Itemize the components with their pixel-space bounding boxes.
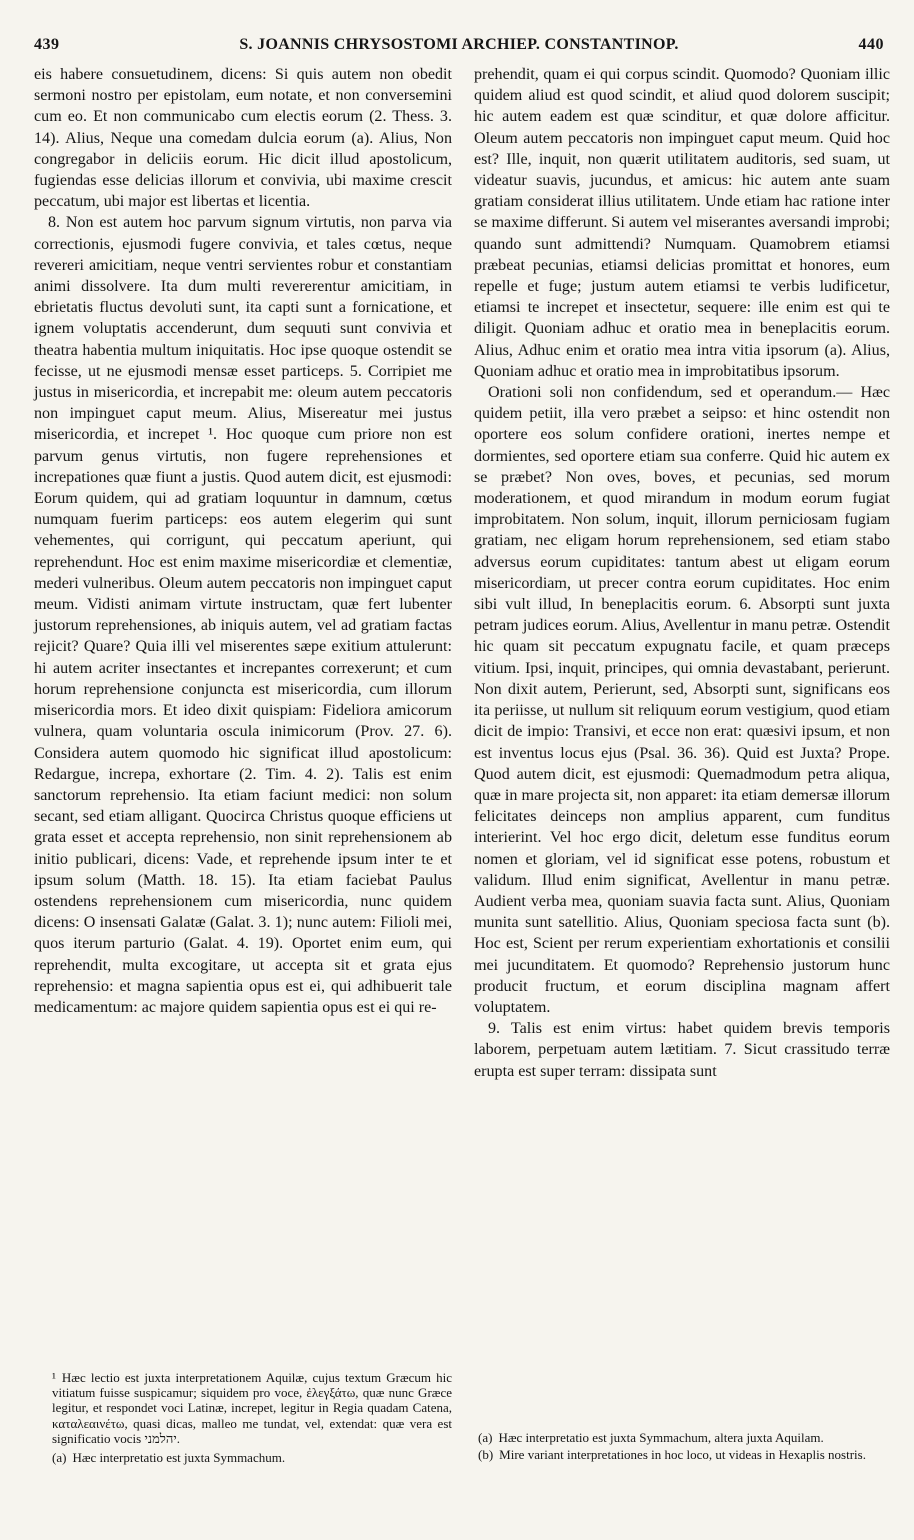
running-header: [34, 36, 884, 54]
footnote-marker: ¹: [52, 1370, 56, 1385]
page-number-right: 440: [858, 36, 884, 53]
page-number-left: 439: [34, 36, 60, 53]
paragraph-oratio: Orationi soli non confidendum, sed et operandum.— Hæc quidem petiit, illa vero præbet a seipso: et hinc ostendit non oportere eos solum confidere orationi, inertes nempe et dormientes, sed oportere etiam sua conferre. Quid hic autem ex se præbet? Non oves, boves, et pecunias, sed morum moderationem, et quod mirandum in modum eorum fugiat improbitatem. Non solum, inquit, illorum perniciosam fugiam gratiam, nec eligam horum reprehensionem, sed etiam stabo adversus eorum cupiditates: tantum abest ut eligam eorum misericordiam, ut precer contra eorum cupiditates. Hoc enim sibi vult illud, In beneplacitis eorum. 6. Absorpti sunt juxta petram judices eorum. Alius, Avellentur in manu petræ. Ostendit hic quam sit peccatum expugnatu facile, et quam præceps vitium. Ipsi, inquit, principes, qui omnia devastabant, perierunt. Non dixit autem, Perierunt, sed, Absorpti sunt, significans eos ita periisse, ut nullum sit reliquum eorum vestigium, quod etiam dicit de impio: Transivi, et ecce non erat: quæsivi ipsum, et non est inventus locus ejus (Psal. 36. 36). Quid est Juxta? Prope. Quod autem dicit, est ejusmodi: Quemadmodum petra aliqua, quæ in mare projecta sit, non apparet: ita etiam demersæ illorum felicitates deinceps non amplius apparent, cum funditus interierint. Vel hoc ergo dicit, deletum esse funditus eorum nomen et gloriam, vel id significat esse potens, robustum et validum. Illud enim significat, Avellentur in manu petræ. Audient verba mea, quoniam suavia facta sunt. Alius, Quoniam munita sunt satellitio. Alius, Quoniam speciosa facta sunt (b). Hoc est, Scient per rerum experientiam exhortationis et consilii mei jucunditatem. Et quomodo? Reprehensio justorum hunc producit fructum, et eorum disciplina magnam affert voluptatem.: [474, 384, 890, 1016]
paragraph-continuation-right: prehendit, quam ei qui corpus scindit. Quomodo? Quoniam illic quidem aliud est quod scindit, et aliud quod dolorem suscipit; hic autem eadem est quæ scinditur, et quæ dolore afficitur. Oleum autem peccatoris non impinguet caput meum. Quid hoc est? Ille, inquit, non quærit utilitatem auditoris, sed suam, ut videatur suavis, jucundus, et amicus: hic autem ante suam gratiam considerat illius utilitatem. Unde etiam hac ratione inter se maxime differunt. Si autem vel miserantes aversandi improbi; quando sunt admittendi? Numquam. Quamobrem etiamsi præbeat pecunias, etiamsi delicias promittat et honores, eum repelle et fuge; justum autem etiamsi te verbis ludificetur, etiamsi te increpet et insectetur, sequere: ille enim est qui te diligit. Quoniam adhuc et oratio mea in beneplacitis eorum. Alius, Adhuc enim et oratio mea intra vitia ipsorum (a). Alius, Quoniam adhuc et oratio mea in improbitatibus ipsorum.: [474, 66, 890, 380]
footnote-marker: (b): [478, 1447, 494, 1463]
footnote-a-left: [52, 1450, 452, 1467]
footnote-text: Mire variant interpretationes in hoc loco, ut videas in Hexaplis nostris.: [499, 1447, 866, 1463]
left-column: [34, 64, 452, 1018]
right-column: [474, 64, 890, 1082]
paragraph-9: 9. Talis est enim virtus: habet quidem brevis temporis laborem, perpetuam autem lætitiam. 7. Sicut crassitudo terræ erupta est super terram: dissipata sunt: [474, 1020, 890, 1080]
paragraph-continuation: eis habere consuetudinem, dicens: Si quis autem non obedit sermoni nostro per epistolam, eum notate, et non conversemini cum eo. Et non communicabo cum electis eorum (2. Thess. 3. 14). Alius, Neque una comedam dulcia eorum (a). Alius, Non congregabor in deliciis eorum. Hic dicit illud apostolicum, fugiendas esse delicias illorum et convivia, ubi maxime crescit peccatum, ubi major est libertas et licentia.: [34, 66, 452, 211]
footnote-b-right: [478, 1447, 890, 1462]
footnote-text: Hæc interpretatio est juxta Symmachum.: [72, 1450, 286, 1465]
footnote-a-right: [478, 1430, 890, 1445]
footnote-1: [52, 1370, 452, 1448]
paragraph-8: 8. Non est autem hoc parvum signum virtutis, non parva via correctionis, ejusmodi fugere convivia, et tales cœtus, neque revereri amicitiam, neque ventri servientes robur et constantiam animi dissolvere. Ita dum multi revererentur amicitiam, in ebrietatis fluctus devoluti sunt, ita capti sunt a fornicatione, et ignem voluptatis accenderunt, dum sequuti sunt convivia et theatra habentia multum iniquitatis. Hoc ipse quoque ostendit se fecisse, ut ne ejusmodi mensæ esset particeps. 5. Corripiet me justus in misericordia, et increpabit me: oleum autem peccatoris non impinguet caput meum. Alius, Misereatur mei justus misericordia, et increpet ¹. Hoc quoque cum priore non est parvum genus virtutis, non fugere reprehensiones et increpationes quæ fiunt a justis. Quod autem dicit, est ejusmodi: Eorum quidem, qui ad gratiam loquuntur in damnum, cœtus numquam fuerim particeps: eos autem elegerim qui sunt vehementes, qui corrigunt, qui peccatum aperiunt, qui reprehendunt. Hoc est enim maxime misericordiæ et clementiæ, mederi vulneribus. Oleum autem peccatoris non impinguet caput meum. Vidisti animam virtute instructam, quæ fert lubenter justorum reprehensiones, ab iniquis autem, vel ad gratiam factas rejicit? Quare? Quia illi vel miserentes sæpe exitium attulerunt: hi autem acriter insectantes et increpantes correxerunt; et cum horum reprehensione conjuncta est misericordia, cum illorum misericordia mors. Et ideo dixit quispiam: Fideliora amicorum vulnera, quam voluntaria oscula inimicorum (Prov. 27. 6). Considera autem quomodo hic significat illud apostolicum: Redargue, increpa, exhortare (2. Tim. 4. 2). Talis est enim sanctorum reprehensio. Ita etiam faciunt medici: non solum secant, sed etiam alligant. Quocirca Christus quoque efficiens ut grata esset et accepta reprehensio, non sinit reprehensionem ab initio publicari, dicens: Vade, et reprehende ipsum inter te et ipsum solum (Matth. 18. 15). Ita etiam faciebat Paulus ostendens reprehensionem cum misericordia, nunc quidem dicens: O insensati Galatæ (Galat. 3. 1); nunc autem: Filioli mei, quos iterum parturio (Galat. 4. 19). Oportet enim eum, qui reprehendit, multa excogitare, ut accepta sit et grata ejus reprehensio: et magna sapientia opus est ei, qui adhibuerit tale medicamentum: ac majore quidem sapientia opus est ei qui re-: [34, 214, 452, 1016]
footnotes-right: [478, 1430, 890, 1464]
footnote-text: Hæc lectio est juxta interpretationem Aquilæ, cujus textum Græcum hic vitiatum fuisse suspicamur; siquidem pro voce, ἐλεγξάτω, quæ nunc Græce legitur, et respondet voci Latinæ, increpet, legitur in Regia quadam Catena, καταλεαινέτω, quasi dicas, malleo me tundat, vel, extendat: quæ vera est significatio vocis יהלמני.: [52, 1370, 452, 1446]
footnote-text: Hæc interpretatio est juxta Symmachum, altera juxta Aquilam.: [498, 1430, 824, 1445]
running-title: S. JOANNIS CHRYSOSTOMI ARCHIEP. CONSTANTINOP.: [239, 36, 679, 53]
footnote-marker: (a): [52, 1450, 67, 1465]
footnote-marker: (a): [478, 1430, 493, 1445]
